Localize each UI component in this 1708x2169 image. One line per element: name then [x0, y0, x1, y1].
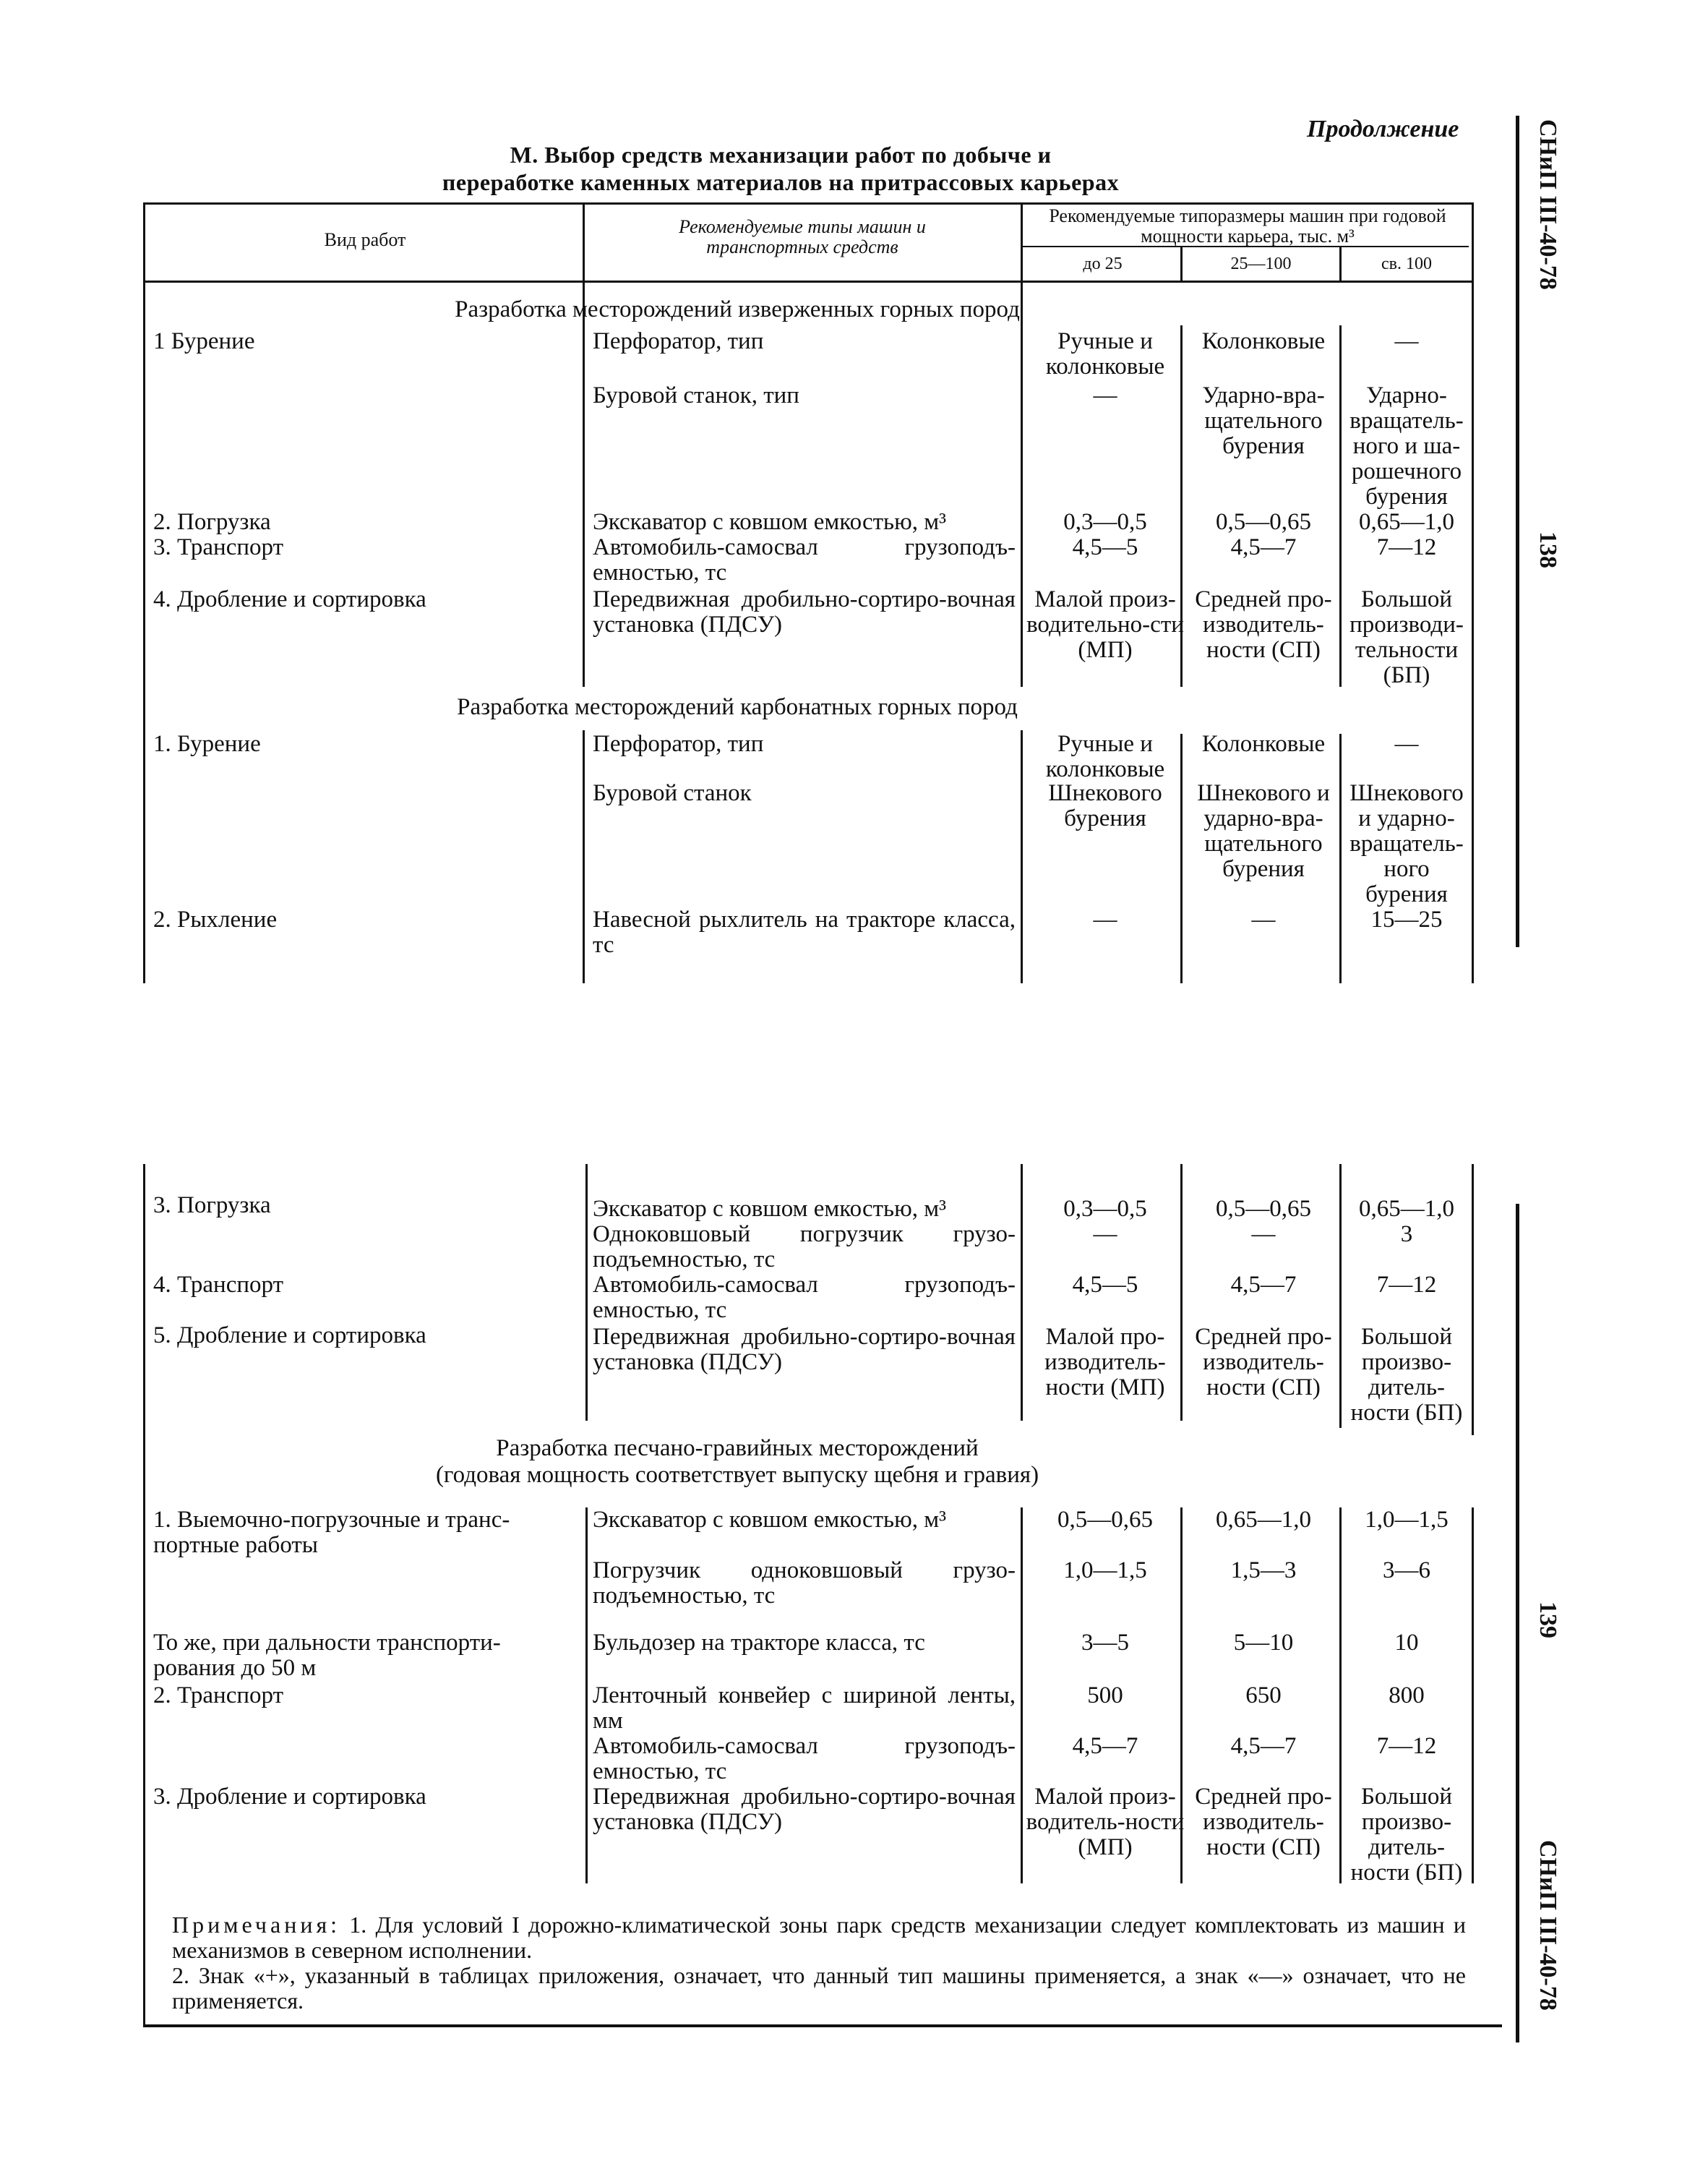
section-title-sand-gravel: [304, 1435, 1171, 1489]
row-machine: Автомобиль-самосвал грузоподъ-емностью, тс: [593, 1272, 1016, 1323]
row-size-small: 4,5—7: [1072, 1733, 1138, 1759]
row-size-medium: 4,5—7: [1230, 1733, 1297, 1759]
row-size-medium: 0,65—1,0: [1216, 1507, 1311, 1533]
col-divider-1-bottom: [585, 1164, 588, 1421]
row-work: 2. Погрузка: [153, 509, 271, 535]
row-work: 3. Транспорт: [153, 534, 284, 560]
table-title: [347, 141, 1214, 196]
table-right-border-2: [1472, 1164, 1474, 1435]
row-size-large: Большой произво-дитель-ности (БП): [1350, 1324, 1463, 1426]
row-size-small: Шнекового бурения: [1048, 780, 1162, 831]
note-2: 2. Знак «+», указанный в таблицах приложения, означает, что данный тип машины применяется, а знак «—» означает, что не применяется.: [172, 1962, 1466, 2014]
row-work: 1 Бурение: [153, 328, 255, 354]
row-size-small: 4,5—5: [1072, 1272, 1138, 1298]
row-machine: Автомобиль-самосвал грузоподъ-емностью, тс: [593, 534, 1016, 586]
row-size-small: Ручные и колонковые: [1045, 731, 1165, 782]
head-col-sizes: Рекомендуемые типоразмеры машин при годовой мощности карьера, тыс. м³: [1049, 205, 1446, 247]
row-machine: Автомобиль-самосвал грузоподъ-емностью, тс: [593, 1733, 1016, 1784]
row-size-medium: Колонковые: [1201, 328, 1326, 354]
row-size-large: 1,0—1,5: [1365, 1507, 1449, 1533]
row-size-large: 3: [1400, 1221, 1413, 1247]
row-size-medium: 0,5—0,65: [1216, 1196, 1311, 1222]
row-size-medium: 4,5—7: [1230, 1272, 1297, 1298]
row-work: 3. Дробление и сортировка: [153, 1784, 426, 1810]
row-size-small: 0,3—0,5: [1063, 1196, 1147, 1222]
header-bottom-border: [143, 281, 1473, 283]
head-sub-3: св. 100: [1381, 254, 1432, 273]
row-size-medium: Средней про-изводитель-ности (СП): [1195, 586, 1332, 663]
row-work: 1. Бурение: [153, 731, 261, 757]
row-size-medium: Ударно-вра-щательного бурения: [1202, 382, 1325, 459]
side-code-bottom: СНиП III-40-78: [1535, 1840, 1561, 2011]
table-left-border: [143, 202, 145, 983]
row-work: 4. Транспорт: [153, 1272, 284, 1298]
head-sub-1: до 25: [1083, 254, 1123, 273]
title-line-2: переработке каменных материалов на притрассовых карьерах: [442, 169, 1120, 195]
row-size-medium: Шнекового и ударно-вра-щательного бурения: [1197, 780, 1330, 882]
row-size-medium: Колонковые: [1201, 731, 1326, 757]
row-size-medium: 1,5—3: [1230, 1557, 1297, 1583]
col-divider-2-bottom-b: [1021, 1507, 1023, 1883]
row-size-medium: —: [1251, 907, 1276, 933]
col-divider-2b: [1021, 730, 1023, 983]
row-machine: Погрузчик одноковшовый грузо-подъемностью, тс: [593, 1557, 1016, 1609]
row-size-large: Ударно-вращатель-ного и ша-рошечного бурения: [1349, 382, 1464, 510]
note-1: 1. Для условий I дорожно-климатической зоны парк средств механизации следует комплектовать из машин и механизмов в северном исполнении.: [172, 1912, 1467, 1963]
row-machine: Одноковшовый погрузчик грузо-подъемностью, тс: [593, 1221, 1016, 1272]
row-machine: Перфоратор, тип: [593, 328, 764, 354]
row-size-medium: Средней про-изводитель-ности (СП): [1195, 1784, 1332, 1860]
notes-block: [172, 1912, 1466, 2014]
row-size-small: 0,3—0,5: [1063, 509, 1147, 535]
table-bottom-border: [143, 2024, 1502, 2027]
row-machine: Буровой станок: [593, 780, 752, 806]
row-size-small: —: [1093, 382, 1117, 408]
row-size-large: 3—6: [1383, 1557, 1430, 1583]
row-size-small: 1,0—1,5: [1063, 1557, 1147, 1583]
row-size-large: 15—25: [1370, 907, 1443, 933]
section-title-igneous: Разработка месторождений изверженных горных пород: [455, 296, 1020, 322]
row-work: 4. Дробление и сортировка: [153, 586, 426, 612]
row-size-large: Большой производи-тельности (БП): [1349, 586, 1464, 688]
col-divider-1-bottom-b: [585, 1507, 588, 1883]
margin-rule-bottom: [1516, 1204, 1519, 2042]
head-col-machines: Рекомендуемые типы машин и транспортных средств: [679, 216, 926, 257]
head-sub-2: 25—100: [1230, 254, 1292, 273]
row-size-medium: 0,5—0,65: [1216, 509, 1311, 535]
row-work: То же, при дальности транспорти-рования до 50 м: [153, 1630, 501, 1681]
col-divider-2-bottom: [1021, 1164, 1023, 1421]
side-page-bottom: 139: [1535, 1601, 1561, 1638]
row-work: 5. Дробление и сортировка: [153, 1322, 426, 1348]
row-machine: Ленточный конвейер с шириной ленты, мм: [593, 1682, 1016, 1734]
row-size-small: 500: [1087, 1682, 1123, 1708]
section-title-line-1: Разработка песчано-гравийных месторождений: [496, 1435, 979, 1461]
side-page-top: 138: [1535, 531, 1561, 568]
col-divider-2: [1021, 202, 1023, 687]
margin-rule-top: [1516, 116, 1519, 947]
row-size-large: 7—12: [1376, 1733, 1437, 1759]
row-size-large: 7—12: [1376, 534, 1437, 560]
row-size-large: 7—12: [1376, 1272, 1437, 1298]
row-machine: Навесной рыхлитель на тракторе класса, тс: [593, 907, 1016, 958]
row-size-medium: 4,5—7: [1230, 534, 1297, 560]
row-size-small: Малой про-изводитель-ности (МП): [1044, 1324, 1166, 1400]
col-divider-1-mid: [583, 730, 585, 983]
row-size-large: —: [1394, 731, 1419, 757]
row-size-large: 800: [1389, 1682, 1425, 1708]
row-machine: Бульдозер на тракторе класса, тс: [593, 1630, 925, 1656]
row-size-medium: Средней про-изводитель-ности (СП): [1195, 1324, 1332, 1400]
table-right-border: [1472, 202, 1474, 983]
row-size-large: —: [1394, 328, 1419, 354]
row-machine: Экскаватор с ковшом емкостью, м³: [593, 509, 947, 535]
table-right-border-2b: [1472, 1507, 1474, 1883]
row-machine: Экскаватор с ковшом емкостью, м³: [593, 1507, 947, 1533]
row-work: 2. Рыхление: [153, 907, 278, 933]
row-size-medium: 650: [1245, 1682, 1282, 1708]
row-machine: Передвижная дробильно-сортиро-вочная установка (ПДСУ): [593, 1324, 1016, 1375]
row-size-small: Малой произ-водительно-сти (МП): [1026, 586, 1184, 663]
row-size-medium: 5—10: [1233, 1630, 1294, 1656]
head-col-work: Вид работ: [324, 229, 406, 250]
side-code-top: СНиП III-40-78: [1535, 119, 1561, 290]
row-size-small: 0,5—0,65: [1057, 1507, 1153, 1533]
row-work: 1. Выемочно-погрузочные и транс-портные работы: [153, 1507, 510, 1558]
row-size-small: 4,5—5: [1072, 534, 1138, 560]
notes-label: Примечания:: [172, 1912, 341, 1938]
row-work: 2. Транспорт: [153, 1682, 284, 1708]
row-size-large: 10: [1394, 1630, 1419, 1656]
row-size-large: 0,65—1,0: [1359, 1196, 1454, 1222]
row-size-small: —: [1093, 907, 1117, 933]
row-size-large: Большой произво-дитель-ности (БП): [1350, 1784, 1463, 1886]
row-work: 3. Погрузка: [153, 1192, 271, 1218]
row-machine: Перфоратор, тип: [593, 731, 764, 757]
row-size-small: 3—5: [1081, 1630, 1129, 1656]
row-size-medium: —: [1251, 1221, 1276, 1247]
section-title-line-2: (годовая мощность соответствует выпуску щебня и гравия): [435, 1462, 1039, 1488]
row-machine: Буровой станок, тип: [593, 382, 799, 408]
row-machine: Экскаватор с ковшом емкостью, м³: [593, 1196, 947, 1222]
row-machine: Передвижная дробильно-сортиро-вочная установка (ПДСУ): [593, 1784, 1016, 1835]
row-size-large: Шнекового и ударно-вращатель-ного бурения: [1349, 780, 1464, 907]
row-size-small: Ручные и колонковые: [1045, 328, 1165, 380]
row-size-small: Малой произ-водитель-ности (МП): [1026, 1784, 1185, 1860]
table-left-border-2: [143, 1164, 145, 2024]
continuation-label: Продолжение: [1307, 116, 1459, 142]
section-title-carbonate: Разработка месторождений карбонатных горных пород: [457, 694, 1018, 720]
row-size-small: —: [1093, 1221, 1117, 1247]
row-size-large: 0,65—1,0: [1359, 509, 1454, 535]
table-top-border: [143, 202, 1473, 205]
row-machine: Передвижная дробильно-сортиро-вочная установка (ПДСУ): [593, 586, 1016, 638]
title-line-1: М. Выбор средств механизации работ по добыче и: [510, 142, 1052, 168]
col-divider-1-top: [583, 202, 585, 687]
